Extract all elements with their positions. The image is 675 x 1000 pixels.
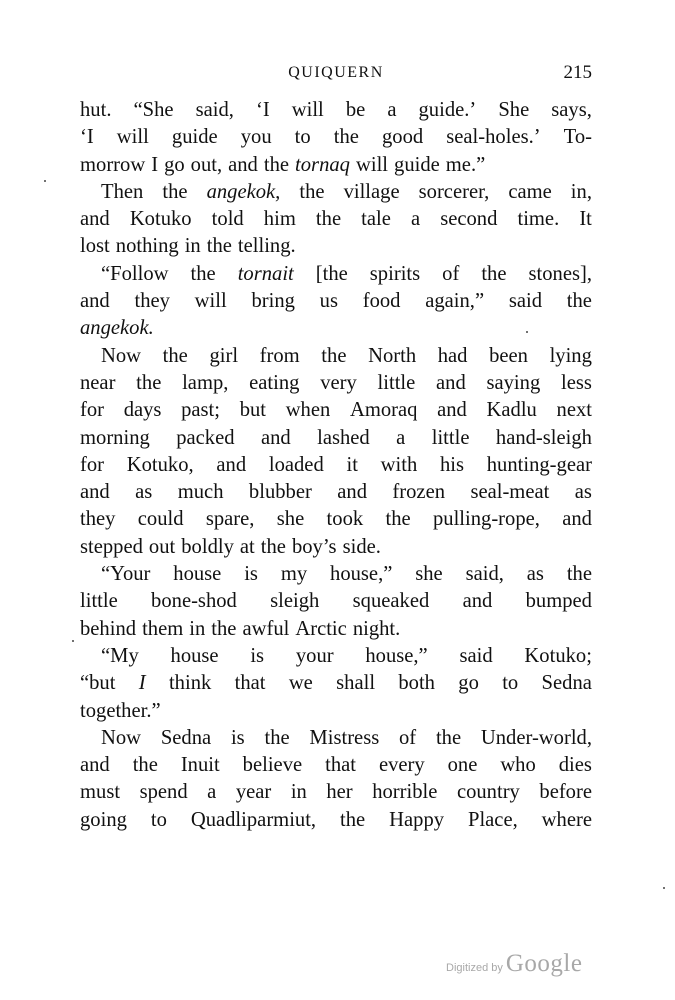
- word: but: [239, 399, 267, 422]
- word: said,: [195, 99, 234, 121]
- word: said: [508, 290, 543, 313]
- word: Sedna: [541, 672, 592, 695]
- word: for: [80, 399, 105, 422]
- word: Now: [101, 344, 142, 367]
- word: “but: [80, 672, 116, 695]
- word: sleigh: [270, 590, 320, 613]
- word: morrow: [80, 153, 146, 176]
- word: the: [264, 726, 290, 749]
- word: the: [299, 180, 325, 203]
- word: guide.’: [418, 99, 477, 121]
- word: of: [399, 726, 417, 749]
- word: is: [230, 726, 245, 749]
- word: and: [216, 453, 247, 476]
- word: the: [136, 371, 162, 394]
- text-line: [80, 315, 592, 342]
- text-line: [80, 343, 592, 370]
- word: the: [321, 344, 347, 367]
- word: the: [260, 535, 286, 558]
- word: from: [259, 344, 300, 367]
- word: pulling-rope,: [432, 508, 540, 531]
- word: “My: [101, 644, 139, 667]
- word: they: [134, 290, 170, 313]
- word: believe: [242, 754, 303, 777]
- word: one: [447, 754, 478, 777]
- word: Sedna: [160, 726, 212, 749]
- word: the: [333, 126, 359, 149]
- word: they: [80, 508, 116, 531]
- word: saying: [486, 371, 541, 394]
- word: and: [562, 508, 592, 531]
- watermark-prefix: Digitized by: [446, 962, 503, 974]
- word: as: [574, 481, 592, 504]
- word: when: [285, 399, 331, 422]
- word: she: [276, 508, 305, 531]
- running-head: QUIQUERN: [288, 64, 384, 81]
- word: North: [368, 344, 417, 367]
- word: will: [116, 126, 149, 149]
- scan-speck: [72, 640, 74, 642]
- word: him: [263, 208, 296, 231]
- word: a: [410, 208, 421, 231]
- word: be: [345, 99, 366, 121]
- word: is: [250, 644, 265, 667]
- word: little: [80, 590, 118, 613]
- word: “Your: [101, 563, 151, 586]
- word: and: [462, 590, 493, 613]
- word: house: [170, 644, 219, 667]
- word: lost: [80, 235, 110, 258]
- word: Kadlu: [486, 399, 537, 422]
- word: eating: [249, 371, 300, 394]
- word: out,: [190, 153, 223, 176]
- word: much: [177, 481, 224, 504]
- text-line: [80, 807, 592, 834]
- text-line: [80, 779, 592, 806]
- scan-speck: [663, 887, 665, 889]
- word: for: [80, 453, 105, 476]
- word: hand-sleigh: [495, 426, 592, 449]
- word: his: [439, 453, 465, 476]
- word: packed: [176, 426, 235, 449]
- word: stepped: [80, 535, 143, 558]
- word: boy’s: [291, 535, 337, 558]
- word: Happy: [389, 808, 445, 831]
- word: must: [80, 781, 121, 804]
- word: the: [385, 508, 411, 531]
- text-line: [80, 370, 592, 397]
- word: spare,: [205, 508, 255, 531]
- word: She: [498, 99, 530, 121]
- word: where: [541, 808, 592, 831]
- word: tale: [361, 208, 391, 231]
- word: It: [579, 208, 592, 231]
- word: the: [481, 262, 507, 285]
- word: her: [326, 781, 353, 804]
- text-line: [80, 670, 592, 697]
- word: the: [162, 180, 188, 203]
- text-line: [80, 479, 592, 506]
- word: “Follow: [101, 262, 169, 285]
- word: bumped: [525, 590, 592, 613]
- word: out: [148, 535, 176, 558]
- word: Under-world,: [480, 726, 592, 749]
- word: my: [280, 563, 308, 586]
- word: as: [135, 481, 153, 504]
- word: ‘I: [80, 126, 94, 149]
- page-number: 215: [563, 62, 592, 83]
- word: spirits: [369, 262, 421, 285]
- word: blubber: [248, 481, 312, 504]
- word: angekok.: [80, 317, 154, 340]
- word: again,”: [425, 290, 485, 313]
- word: with: [380, 453, 418, 476]
- word: guide: [171, 126, 218, 149]
- word: horrible: [372, 781, 438, 804]
- text-line: [80, 206, 592, 233]
- word: “She: [133, 99, 174, 121]
- word: is: [244, 563, 258, 586]
- word: house: [173, 563, 222, 586]
- word: both: [398, 672, 435, 695]
- word: and: [80, 208, 110, 231]
- word: guide: [394, 153, 440, 176]
- word: them: [142, 617, 184, 640]
- word: Arctic: [295, 617, 347, 640]
- word: little: [431, 426, 470, 449]
- word: bring: [251, 290, 295, 313]
- word: of: [442, 262, 460, 285]
- word: had: [437, 344, 468, 367]
- word: and: [228, 153, 258, 176]
- word: spend: [139, 781, 188, 804]
- text-line: [80, 561, 592, 588]
- word: who: [500, 754, 536, 777]
- word: the: [132, 754, 158, 777]
- word: seal-holes.’: [446, 126, 541, 149]
- word: me.”: [445, 153, 486, 176]
- scan-speck: [44, 180, 46, 182]
- word: the: [566, 563, 592, 586]
- word: I: [151, 153, 159, 176]
- word: Kotuko: [129, 208, 192, 231]
- text-line: [80, 261, 592, 288]
- word: Kotuko;: [524, 644, 592, 667]
- word: your: [295, 644, 334, 667]
- word: dies: [558, 754, 592, 777]
- word: morning: [80, 426, 150, 449]
- word: stones],: [528, 262, 592, 285]
- word: side.: [342, 535, 381, 558]
- scan-speck: [526, 331, 528, 333]
- google-logo: Google: [505, 950, 583, 977]
- word: year: [235, 781, 272, 804]
- word: every: [378, 754, 425, 777]
- word: go: [458, 672, 479, 695]
- word: past;: [181, 399, 221, 422]
- word: lashed: [317, 426, 370, 449]
- word: next: [556, 399, 592, 422]
- word: says,: [551, 99, 592, 121]
- word: go: [164, 153, 185, 176]
- word: days: [123, 399, 162, 422]
- word: in: [184, 235, 201, 258]
- word: to: [502, 672, 519, 695]
- word: Quadliparmiut,: [190, 808, 317, 831]
- word: awful: [242, 617, 290, 640]
- word: little: [377, 371, 416, 394]
- word: Inuit: [180, 754, 220, 777]
- text-line: [80, 534, 592, 561]
- word: to: [150, 808, 167, 831]
- word: food: [362, 290, 401, 313]
- word: that: [234, 672, 266, 695]
- word: in: [290, 781, 307, 804]
- word: second: [440, 208, 498, 231]
- word: will: [355, 153, 389, 176]
- word: a: [207, 781, 217, 804]
- word: behind: [80, 617, 137, 640]
- word: to: [294, 126, 311, 149]
- text-line: [80, 452, 592, 479]
- word: will: [291, 99, 324, 121]
- word: Now: [101, 726, 142, 749]
- word: together.”: [80, 699, 161, 722]
- word: said: [459, 644, 493, 667]
- word: and: [436, 371, 466, 394]
- word: loaded: [268, 453, 324, 476]
- text-line: [80, 97, 592, 124]
- word: in: [189, 617, 206, 640]
- word: the: [162, 344, 188, 367]
- word: ‘I: [255, 99, 270, 121]
- word: you: [240, 126, 272, 149]
- word: going: [80, 808, 127, 831]
- word: lamp,: [182, 371, 229, 394]
- word: she: [415, 563, 443, 586]
- text-line: [80, 588, 592, 615]
- word: the: [566, 290, 592, 313]
- word: the: [211, 617, 237, 640]
- word: seal-meat: [470, 481, 550, 504]
- word: in,: [570, 180, 592, 203]
- word: think: [168, 672, 212, 695]
- word: country: [456, 781, 520, 804]
- word: came: [508, 180, 552, 203]
- word: girl: [209, 344, 239, 367]
- text-line: [80, 124, 592, 151]
- word: we: [288, 672, 313, 695]
- text-line: [80, 397, 592, 424]
- word: Amoraq: [349, 399, 418, 422]
- word: village: [343, 180, 400, 203]
- text-line: [80, 288, 592, 315]
- word: at: [239, 535, 255, 558]
- text-line: [80, 179, 592, 206]
- word: and: [260, 426, 291, 449]
- word: less: [561, 371, 592, 394]
- word: will: [194, 290, 227, 313]
- text-line: [80, 698, 592, 725]
- word: lying: [549, 344, 592, 367]
- word: bone-shod: [151, 590, 237, 613]
- word: the: [435, 726, 462, 749]
- word: nothing: [115, 235, 179, 258]
- body-text: [80, 97, 592, 834]
- word: told: [211, 208, 244, 231]
- word: shall: [336, 672, 376, 695]
- word: and: [80, 290, 110, 313]
- word: good: [382, 126, 424, 149]
- word: squeaked: [352, 590, 430, 613]
- word: the: [206, 235, 232, 258]
- text-line: [80, 233, 592, 260]
- word: [the: [315, 262, 348, 285]
- word: very: [320, 371, 357, 394]
- word: could: [137, 508, 184, 531]
- word: Kotuko,: [126, 453, 194, 476]
- text-line: [80, 616, 592, 643]
- word: angekok,: [206, 180, 281, 203]
- word: I: [138, 672, 146, 695]
- word: it: [346, 453, 358, 476]
- digitized-by-watermark: [446, 950, 582, 978]
- text-line: [80, 425, 592, 452]
- word: near: [80, 371, 116, 394]
- word: hut.: [80, 99, 112, 121]
- word: Mistress: [309, 726, 380, 749]
- word: night.: [352, 617, 401, 640]
- word: as: [526, 563, 544, 586]
- word: telling.: [237, 235, 296, 258]
- word: tornaq: [295, 153, 350, 176]
- text-line: [80, 752, 592, 779]
- word: the: [263, 153, 290, 176]
- word: a: [396, 426, 406, 449]
- word: us: [319, 290, 338, 313]
- word: took: [326, 508, 364, 531]
- word: tornait: [237, 262, 294, 285]
- word: been: [489, 344, 528, 367]
- word: the: [315, 208, 342, 231]
- page-header: [80, 64, 592, 88]
- word: frozen: [392, 481, 446, 504]
- word: the: [190, 262, 216, 285]
- text-line: [80, 725, 592, 752]
- text-line: [80, 506, 592, 533]
- word: Then: [101, 180, 144, 203]
- word: a: [387, 99, 397, 121]
- text-line: [80, 152, 592, 179]
- word: before: [539, 781, 592, 804]
- word: boldly: [181, 535, 234, 558]
- word: hunting-gear: [486, 453, 592, 476]
- word: and: [80, 481, 110, 504]
- word: and: [437, 399, 467, 422]
- word: the: [340, 808, 366, 831]
- word: and: [80, 754, 110, 777]
- word: To-: [563, 126, 592, 149]
- word: and: [337, 481, 367, 504]
- word: sorcerer,: [418, 180, 490, 203]
- word: house,”: [330, 563, 393, 586]
- word: time.: [517, 208, 560, 231]
- word: Place,: [467, 808, 518, 831]
- text-line: [80, 643, 592, 670]
- word: house,”: [365, 644, 428, 667]
- word: said,: [465, 563, 504, 586]
- word: that: [325, 754, 356, 777]
